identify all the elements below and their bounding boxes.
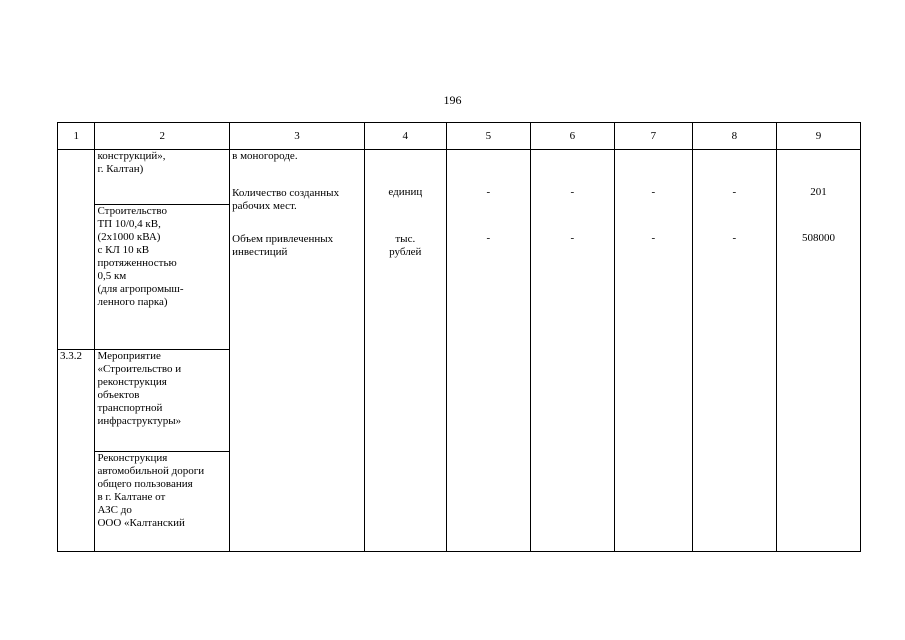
value-col5-jobs: - bbox=[486, 186, 491, 198]
value-col7-cell bbox=[614, 150, 692, 552]
indicator-intro-text: в моногороде. bbox=[232, 150, 298, 162]
value-col5-cell bbox=[446, 150, 530, 552]
value-col8-cell bbox=[692, 150, 776, 552]
unit-cell bbox=[364, 150, 446, 552]
value-col9-jobs: 201 bbox=[810, 186, 827, 198]
value-col8-jobs: - bbox=[732, 186, 737, 198]
header-col-3: 3 bbox=[230, 123, 365, 150]
table-row bbox=[58, 150, 861, 205]
header-col-8: 8 bbox=[692, 123, 776, 150]
measure-name-text: Реконструкция автомобильной дороги общего пользования в г. Калтане от АЗС до ООО «Калтанский bbox=[97, 452, 205, 529]
unit-jobs: единиц bbox=[388, 186, 423, 198]
value-col7-investment: - bbox=[651, 232, 656, 244]
value-col5-investment: - bbox=[486, 232, 491, 244]
value-col8-investment: - bbox=[732, 232, 737, 244]
page-number: 196 bbox=[443, 93, 462, 107]
indicator-investment-text: Объем привлеченных инвестиций bbox=[232, 233, 334, 258]
header-col-5: 5 bbox=[446, 123, 530, 150]
header-col-6: 6 bbox=[530, 123, 614, 150]
row-number-cell bbox=[58, 350, 95, 552]
measure-name-text: конструкций», г. Калтан) bbox=[97, 150, 166, 175]
value-col9-cell bbox=[776, 150, 860, 552]
row-number-cell bbox=[58, 150, 95, 350]
indicator-name-cell bbox=[230, 150, 365, 552]
measure-name-text: Мероприятие «Строительство и реконструкция объектов транспортной инфраструктуры» bbox=[97, 350, 182, 427]
header-col-9: 9 bbox=[776, 123, 860, 150]
header-col-1: 1 bbox=[58, 123, 95, 150]
header-col-4: 4 bbox=[364, 123, 446, 150]
header-col-7: 7 bbox=[614, 123, 692, 150]
value-col7-jobs: - bbox=[651, 186, 656, 198]
row-number-text: 3.3.2 bbox=[60, 350, 82, 362]
indicator-jobs-text: Количество созданных рабочих мест. bbox=[232, 187, 340, 212]
value-col6-jobs: - bbox=[570, 186, 575, 198]
measures-table bbox=[57, 122, 861, 552]
table-header-row bbox=[58, 123, 861, 150]
measure-name-cell bbox=[95, 150, 230, 205]
measure-name-cell bbox=[95, 452, 230, 552]
unit-investment: тыс. рублей bbox=[389, 233, 422, 258]
value-col9-investment: 508000 bbox=[801, 232, 835, 244]
measure-name-text: Строительство ТП 10/0,4 кВ, (2х1000 кВА) с КЛ 10 кВ протяженностью 0,5 км (для агропромыш- ленного парка) bbox=[97, 205, 184, 308]
value-col6-investment: - bbox=[570, 232, 575, 244]
header-col-2: 2 bbox=[95, 123, 230, 150]
measure-name-cell bbox=[95, 350, 230, 452]
measure-name-cell bbox=[95, 205, 230, 350]
value-col6-cell bbox=[530, 150, 614, 552]
